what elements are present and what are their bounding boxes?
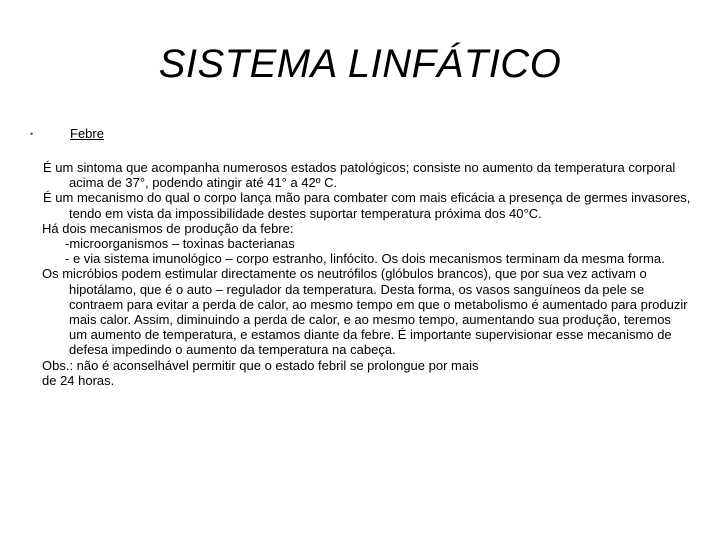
paragraph-microbes: Os micróbios podem estimular directamente os neutrófilos (glóbulos brancos), que por sua vez activam o hipotálamo, que é o auto – regulador da temperatura. Desta forma, os vasos sanguíneos da pele se contraem para evitar a perda de calor, ao mesmo tempo em que o metabolismo é aumentado para produzir mais calor. Assim, diminuindo a perda de calor, e ao mesmo tempo, aumentando sua produção, teremos um aumento de temperatura, e estamos diante da febre. É importante supervisionar esse mecanismo de defesa impedindo o aumento da temperatura na cabeça. xyxy=(42,266,688,358)
slide-title: SISTEMA LINFÁTICO xyxy=(158,42,562,86)
paragraph-microorganisms: -microorganismos – toxinas bacterianas xyxy=(65,236,295,252)
paragraph-observation: Obs.: não é aconselhável permitir que o estado febril se prolongue por mais de 24 horas. xyxy=(42,357,479,388)
bullet-dot-icon: • xyxy=(30,129,34,139)
bullet-label: Febre xyxy=(70,126,104,141)
body-text xyxy=(42,160,692,388)
paragraph-two-mechanisms: Há dois mecanismos de produção da febre: xyxy=(42,220,294,236)
paragraph-immune-system: - e via sistema imunológico – corpo estranho, linfócito. Os dois mecanismos terminam da mesma forma. xyxy=(65,251,665,267)
paragraph-mechanism: É um mecanismo do qual o corpo lança mão para combater com mais eficácia a presença de germes invasores, tendo em vista da impossibilidade destes suportar temperatura próxima dos 40°C. xyxy=(43,190,691,221)
paragraph-definition: É um sintoma que acompanha numerosos estados patológicos; consiste no aumento da temperatura corporal acima de 37°, podendo atingir até 41° a 42º C. xyxy=(43,160,676,191)
